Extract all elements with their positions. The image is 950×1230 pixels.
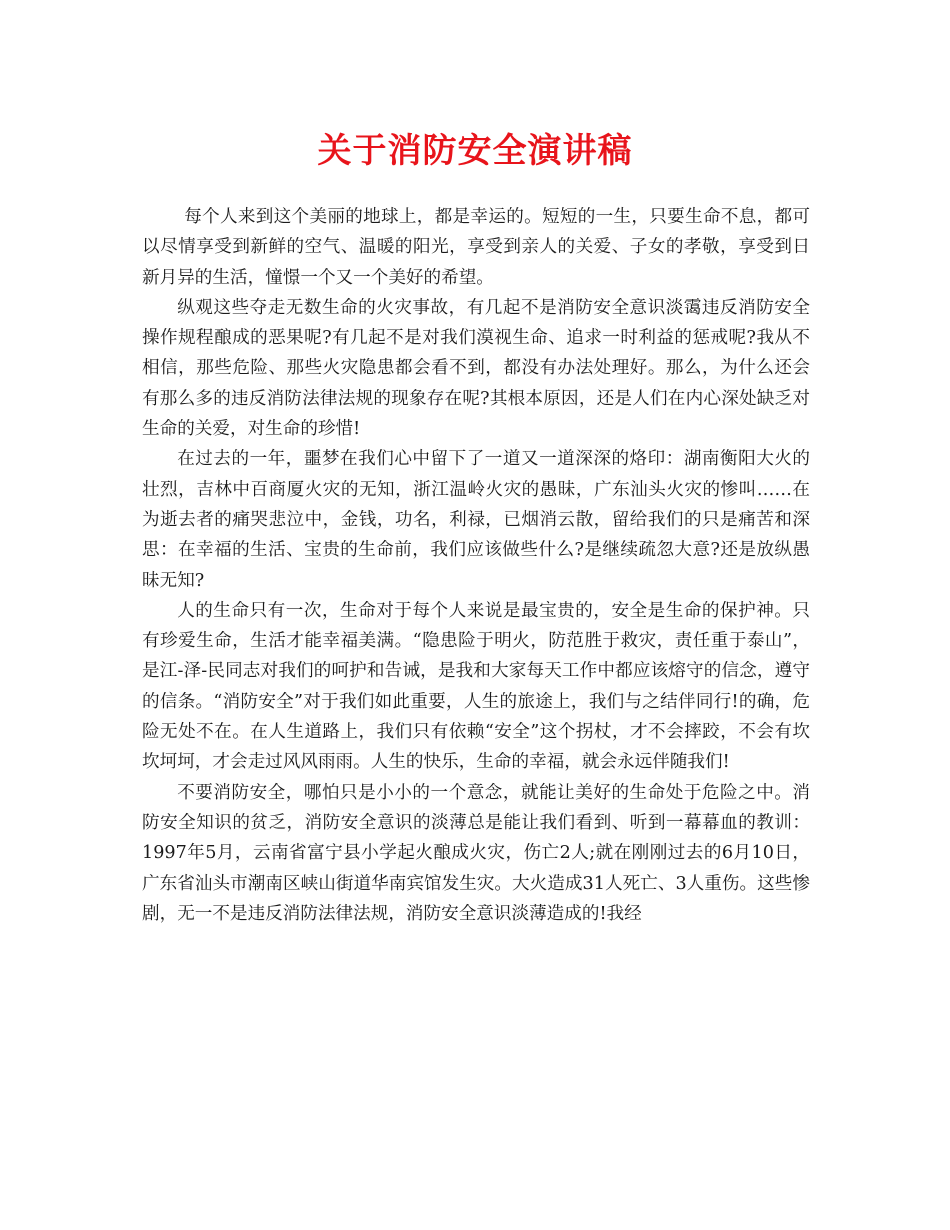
document-title: 关于消防安全演讲稿	[317, 131, 633, 171]
paragraph-2: 纵观这些夺走无数生命的火灾事故，有几起不是消防安全意识淡霭违反消防安全操作规程酿成的恶果呢?有几起不是对我们漠视生命、追求一时利益的惩戒呢?我从不相信，那些危险、那些火灾隐患都会看不到，都没有办法处理好。那么，为什么还会有那么多的违反消防法律法规的现象存在呢?其根本原因，还是人们在内心深处缺乏对生命的关爱，对生命的珍惜!	[142, 297, 810, 440]
paragraph-4: 人的生命只有一次，生命对于每个人来说是最宝贵的，安全是生命的保护神。只有珍爱生命，生活才能幸福美满。“隐患险于明火，防范胜于救灾，责任重于泰山”，是江-泽-民同志对我们的呵护和告诫，是我和大家每天工作中都应该熔守的信念，遵守的信条。“消防安全”对于我们如此重要，人生的旅途上，我们与之结伴同行!的确，危险无处不在。在人生道路上，我们只有依赖“安全”这个拐杖，才不会摔跤，不会有坎坎坷坷，才会走过风风雨雨。人生的快乐，生命的幸福，就会永远伴随我们!	[142, 600, 810, 773]
paragraph-1: 每个人来到这个美丽的地球上，都是幸运的。短短的一生，只要生命不息，都可以尽情享受到新鲜的空气、温暖的阳光，享受到亲人的关爱、子女的孝敬，享受到日新月异的生活，憧憬一个又一个美好的希望。	[142, 207, 810, 288]
paragraph-5: 不要消防安全，哪怕只是小小的一个意念，就能让美好的生命处于危险之中。消防安全知识的贫乏，消防安全意识的淡薄总是能让我们看到、听到一幕幕血的教训：1997年5月，云南省富宁县小学起火酿成火灾，伤亡2人;就在刚刚过去的6月10日，广东省汕头市潮南区峡山街道华南宾馆发生灾。大火造成31人死亡、3人重伤。这些惨剧，无一不是违反消防法律法规，消防安全意识淡薄造成的!我经	[142, 782, 810, 924]
paragraph-3: 在过去的一年，噩梦在我们心中留下了一道又一道深深的烙印：湖南衡阳大火的壮烈，吉林中百商厦火灾的无知，浙江温岭火灾的愚昧，广东汕头火灾的惨叫……在为逝去者的痛哭悲泣中，金钱，功名，利禄，已烟消云散，留给我们的只是痛苦和深思：在幸福的生活、宝贵的生命前，我们应该做些什么?是继续疏忽大意?还是放纵愚昧无知?	[142, 449, 810, 591]
document-body	[142, 202, 810, 929]
